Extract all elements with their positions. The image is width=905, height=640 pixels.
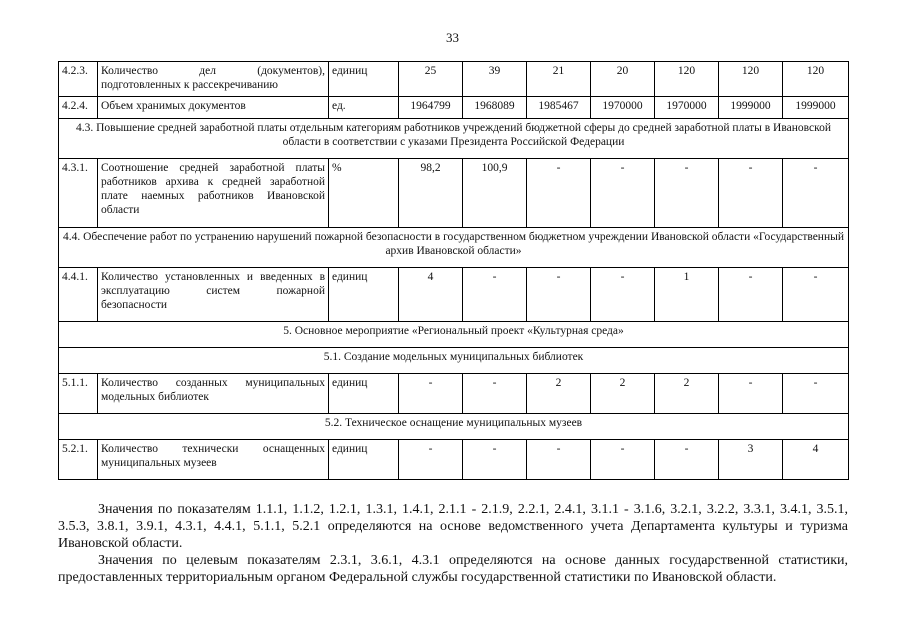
indicator-value: -	[655, 440, 719, 480]
indicator-value: 20	[591, 62, 655, 97]
indicator-name: Количество технически оснащенных муниципальных музеев	[98, 440, 329, 480]
section-row	[59, 119, 849, 159]
indicator-value: -	[783, 159, 849, 228]
indicator-name: Количество созданных муниципальных модельных библиотек	[98, 374, 329, 414]
indicator-value: -	[527, 440, 591, 480]
indicator-value: -	[463, 440, 527, 480]
indicator-number: 5.1.1.	[59, 374, 98, 414]
section-row	[59, 348, 849, 374]
indicator-value: 21	[527, 62, 591, 97]
indicator-name: Количество дел (документов), подготовленных к рассекречиванию	[98, 62, 329, 97]
indicator-value: 120	[719, 62, 783, 97]
indicator-value: 120	[655, 62, 719, 97]
indicator-value: 1970000	[591, 97, 655, 119]
indicator-value: 2	[655, 374, 719, 414]
indicator-unit: ед.	[329, 97, 399, 119]
indicator-value: -	[591, 268, 655, 322]
indicator-value: 2	[527, 374, 591, 414]
section-row	[59, 322, 849, 348]
section-title: 4.4. Обеспечение работ по устранению нарушений пожарной безопасности в государственном бюджетном учреждении Ивановской области «Государственный архив Ивановской области»	[59, 228, 849, 268]
indicator-value: 1	[655, 268, 719, 322]
indicator-value: 100,9	[463, 159, 527, 228]
notes	[58, 501, 848, 586]
section-row	[59, 228, 849, 268]
indicator-number: 5.2.1.	[59, 440, 98, 480]
indicator-value: 1999000	[719, 97, 783, 119]
section-title: 4.3. Повышение средней заработной платы отдельным категориям работников учреждений бюджетной сферы до средней заработной платы в Ивановской области в соответствии с указами Президента Российской Федерации	[59, 119, 849, 159]
indicator-name: Количество установленных и введенных в эксплуатацию систем пожарной безопасности	[98, 268, 329, 322]
indicator-number: 4.2.3.	[59, 62, 98, 97]
indicators-table	[58, 61, 849, 480]
indicator-value: -	[591, 440, 655, 480]
indicator-value: 120	[783, 62, 849, 97]
indicator-value: -	[783, 374, 849, 414]
indicator-unit: единиц	[329, 62, 399, 97]
section-title: 5.1. Создание модельных муниципальных библиотек	[59, 348, 849, 374]
table-row	[59, 268, 849, 322]
indicator-value: -	[719, 374, 783, 414]
indicator-value: -	[591, 159, 655, 228]
indicator-value: 1964799	[399, 97, 463, 119]
indicator-value: 1970000	[655, 97, 719, 119]
indicator-value: -	[399, 374, 463, 414]
indicator-unit: единиц	[329, 440, 399, 480]
indicator-value: 4	[783, 440, 849, 480]
indicator-value: 1999000	[783, 97, 849, 119]
section-row	[59, 414, 849, 440]
indicator-unit: единиц	[329, 374, 399, 414]
indicator-number: 4.3.1.	[59, 159, 98, 228]
indicator-value: 4	[399, 268, 463, 322]
indicator-value: -	[719, 268, 783, 322]
indicator-name: Объем хранимых документов	[98, 97, 329, 119]
indicator-value: 2	[591, 374, 655, 414]
page-number: 33	[446, 30, 459, 45]
table-row	[59, 440, 849, 480]
indicator-value: -	[463, 268, 527, 322]
table-row	[59, 374, 849, 414]
indicator-value: 98,2	[399, 159, 463, 228]
indicator-value: 3	[719, 440, 783, 480]
indicator-unit: %	[329, 159, 399, 228]
indicator-value: -	[527, 159, 591, 228]
indicator-value: -	[783, 268, 849, 322]
table-row	[59, 62, 849, 97]
indicator-number: 4.2.4.	[59, 97, 98, 119]
indicator-value: 1968089	[463, 97, 527, 119]
table-row	[59, 97, 849, 119]
indicator-value: 1985467	[527, 97, 591, 119]
indicator-value: 25	[399, 62, 463, 97]
indicator-value: 39	[463, 62, 527, 97]
indicator-unit: единиц	[329, 268, 399, 322]
indicator-value: -	[463, 374, 527, 414]
note-paragraph-1: Значения по показателям 1.1.1, 1.1.2, 1.2.1, 1.3.1, 1.4.1, 2.1.1 - 2.1.9, 2.2.1, 2.4.1, 3.1.1 - 3.1.6, 3.2.1, 3.2.2, 3.3.1, 3.4.1, 3.5.1, 3.5.3, 3.8.1, 3.9.1, 4.3.1, 4.4.1, 5.1.1, 5.2.1 определяются на основе ведомственного учета Департамента культуры и туризма Ивановской области.	[58, 502, 848, 551]
indicator-value: -	[655, 159, 719, 228]
indicator-value: -	[399, 440, 463, 480]
indicator-value: -	[527, 268, 591, 322]
indicator-value: -	[719, 159, 783, 228]
indicator-number: 4.4.1.	[59, 268, 98, 322]
table-row	[59, 159, 849, 228]
section-title: 5. Основное мероприятие «Региональный проект «Культурная среда»	[59, 322, 849, 348]
indicator-name: Соотношение средней заработной платы работников архива к средней заработной плате наемных работников Ивановской области	[98, 159, 329, 228]
section-title: 5.2. Техническое оснащение муниципальных музеев	[59, 414, 849, 440]
note-paragraph-2: Значения по целевым показателям 2.3.1, 3.6.1, 4.3.1 определяются на основе данных государственной статистики, предоставленных территориальным органом Федеральной службы государственной статистики по Ивановской области.	[58, 553, 848, 585]
